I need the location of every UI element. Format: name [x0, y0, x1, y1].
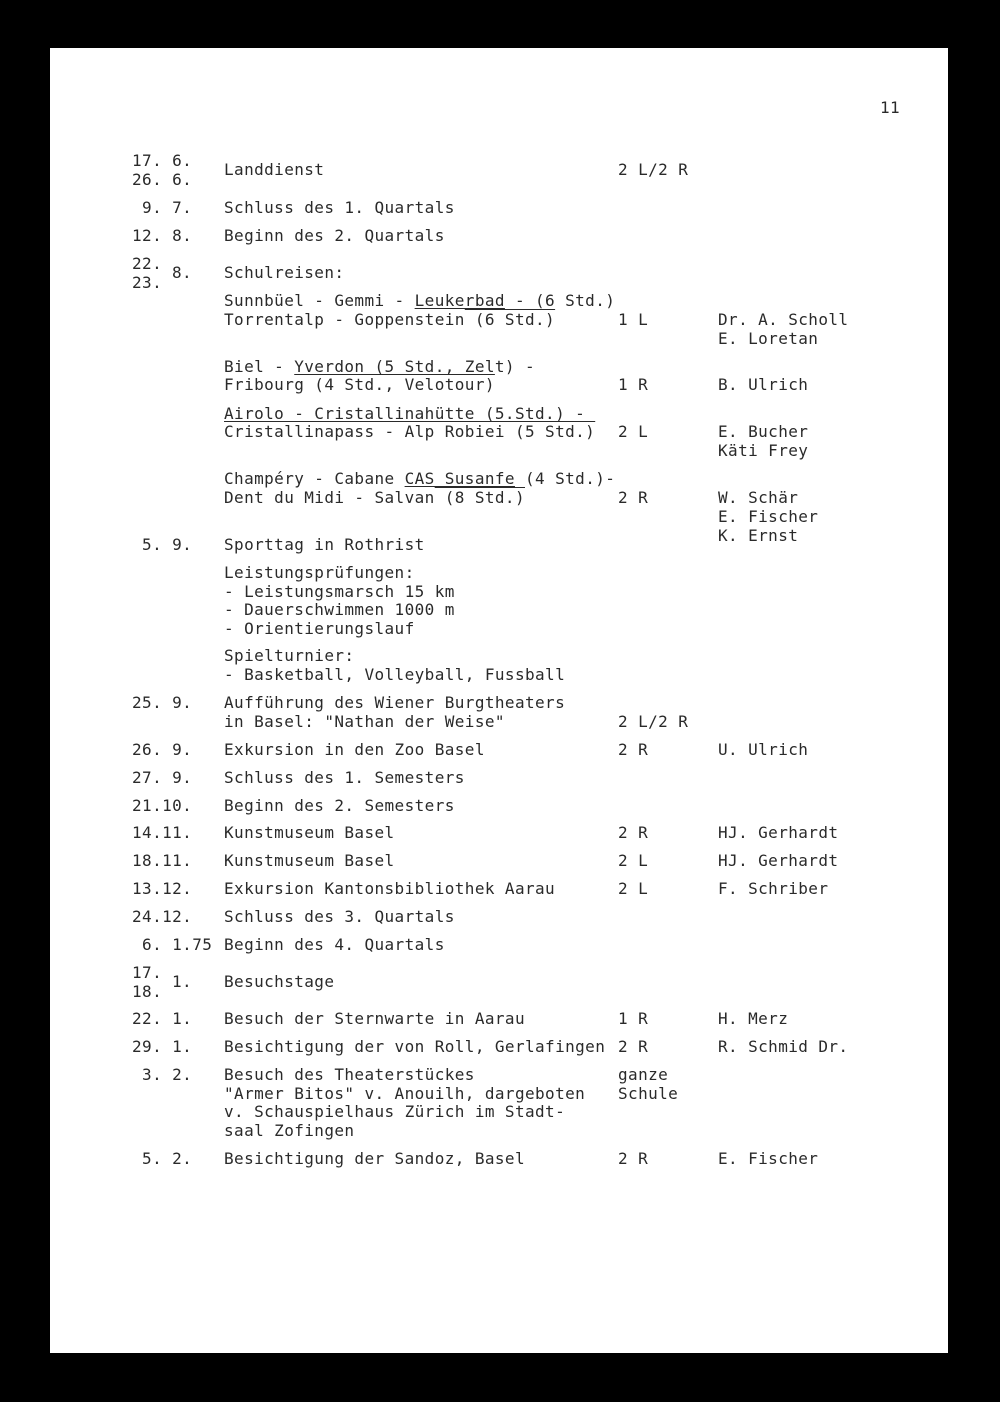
entry-date: 5. 9.	[132, 535, 193, 554]
entry-date: 17.	[132, 963, 163, 982]
trip-route-line: Sunnbüel - Gemmi - Leukerbad - (6 Std.)	[224, 291, 616, 310]
entry-date: 24.12.	[132, 907, 193, 926]
entry-date: 25. 9.	[132, 693, 193, 712]
entry-date: 27. 9.	[132, 768, 193, 787]
entry-text: saal Zofingen	[224, 1121, 355, 1140]
entry-text: Beginn des 2. Quartals	[224, 226, 445, 245]
entry-text: Besichtigung der von Roll, Gerlafingen	[224, 1037, 606, 1056]
entry-class: 2 R	[618, 488, 649, 507]
entry-date: 26. 9.	[132, 740, 193, 759]
entry-text: Besichtigung der Sandoz, Basel	[224, 1149, 525, 1168]
entry-leader: K. Ernst	[718, 526, 799, 545]
entry-text: Schluss des 3. Quartals	[224, 907, 455, 926]
list-item: - Orientierungslauf	[224, 619, 415, 638]
entry-leader: Käti Frey	[718, 441, 809, 460]
entry-leader: E. Fischer	[718, 507, 819, 526]
entry-date-month: 8.	[172, 263, 193, 282]
entry-subheading: Spielturnier:	[224, 646, 355, 665]
entry-text: Beginn des 2. Semesters	[224, 796, 455, 815]
entry-text: Kunstmuseum Basel	[224, 851, 395, 870]
entry-date: 13.12.	[132, 879, 193, 898]
trip-destination: Cristallinahütte	[314, 404, 475, 423]
document-page	[50, 48, 948, 1353]
entry-text: Landdienst	[224, 160, 325, 179]
entry-leader: E. Loretan	[718, 329, 819, 348]
entry-text: v. Schauspielhaus Zürich im Stadt-	[224, 1102, 566, 1121]
entry-text: Schluss des 1. Quartals	[224, 198, 455, 217]
entry-class: 2 R	[618, 823, 649, 842]
entry-class: Schule	[618, 1084, 679, 1103]
entry-class: 1 L	[618, 310, 649, 329]
entry-date-month: 1.	[172, 972, 193, 991]
entry-date: 21.10.	[132, 796, 193, 815]
entry-class: 2 R	[618, 1149, 649, 1168]
entry-leader: F. Schriber	[718, 879, 829, 898]
trip-destination: Yverdon	[294, 357, 365, 376]
entry-leader: W. Schär	[718, 488, 799, 507]
entry-class: 2 L/2 R	[618, 712, 689, 731]
entry-class: 2 L	[618, 422, 649, 441]
entry-leader: HJ. Gerhardt	[718, 851, 839, 870]
trip-route-line: Biel - Yverdon (5 Std., Zelt) -	[224, 357, 536, 376]
entry-class: 2 L	[618, 851, 649, 870]
entry-date: 22.	[132, 254, 163, 273]
trip-route-line: Fribourg (4 Std., Velotour)	[224, 375, 495, 394]
entry-date: 18.	[132, 982, 163, 1001]
entry-date: 6. 1.75	[132, 935, 213, 954]
entry-date: 26. 6.	[132, 170, 193, 189]
trip-destination: Leukerbad	[414, 291, 505, 310]
entry-text: Sporttag in Rothrist	[224, 535, 425, 554]
entry-text: Schluss des 1. Semesters	[224, 768, 465, 787]
entry-date: 14.11.	[132, 823, 193, 842]
entry-date: 22. 1.	[132, 1009, 193, 1028]
entry-class: 1 R	[618, 375, 649, 394]
entry-text: Exkursion in den Zoo Basel	[224, 740, 485, 759]
list-item: - Basketball, Volleyball, Fussball	[224, 665, 566, 684]
entry-leader: E. Fischer	[718, 1149, 819, 1168]
entry-leader: B. Ulrich	[718, 375, 809, 394]
list-item: - Dauerschwimmen 1000 m	[224, 600, 455, 619]
entry-text: Besuchstage	[224, 972, 335, 991]
entry-class: 1 R	[618, 1009, 649, 1028]
entry-class: ganze	[618, 1065, 669, 1084]
entry-subheading: Leistungsprüfungen:	[224, 563, 415, 582]
entry-leader: H. Merz	[718, 1009, 789, 1028]
trip-route-line: Torrentalp - Goppenstein (6 Std.)	[224, 310, 556, 329]
entry-text: Exkursion Kantonsbibliothek Aarau	[224, 879, 556, 898]
entry-date: 9. 7.	[132, 198, 193, 217]
entry-leader: U. Ulrich	[718, 740, 809, 759]
entry-leader: Dr. A. Scholl	[718, 310, 849, 329]
list-item: - Leistungsmarsch 15 km	[224, 582, 455, 601]
trip-route-line: Dent du Midi - Salvan (8 Std.)	[224, 488, 525, 507]
entry-leader: HJ. Gerhardt	[718, 823, 839, 842]
entry-date: 18.11.	[132, 851, 193, 870]
page-number: 11	[880, 98, 901, 117]
trip-route-line: Champéry - Cabane CAS Susanfe (4 Std.)-	[224, 469, 616, 488]
trip-route-line: Airolo - Cristallinahütte (5.Std.) -	[224, 404, 586, 423]
entry-text: Kunstmuseum Basel	[224, 823, 395, 842]
entry-text: "Armer Bitos" v. Anouilh, dargeboten	[224, 1084, 586, 1103]
entry-date: 23.	[132, 273, 163, 292]
entry-date: 12. 8.	[132, 226, 193, 245]
entry-date: 3. 2.	[132, 1065, 193, 1084]
entry-leader: R. Schmid Dr.	[718, 1037, 849, 1056]
entry-text: Besuch des Theaterstückes	[224, 1065, 475, 1084]
trip-destination: CAS Susanfe	[404, 469, 515, 488]
entry-date: 17. 6.	[132, 151, 193, 170]
entry-text: Besuch der Sternwarte in Aarau	[224, 1009, 525, 1028]
entry-class: 2 L	[618, 879, 649, 898]
entry-class: 2 R	[618, 740, 649, 759]
entry-text: Aufführung des Wiener Burgtheaters	[224, 693, 566, 712]
entry-class: 2 R	[618, 1037, 649, 1056]
entry-date: 29. 1.	[132, 1037, 193, 1056]
trip-route-line: Cristallinapass - Alp Robiei (5 Std.)	[224, 422, 596, 441]
entry-leader: E. Bucher	[718, 422, 809, 441]
entry-text: in Basel: "Nathan der Weise"	[224, 712, 505, 731]
entry-date: 5. 2.	[132, 1149, 193, 1168]
entry-heading: Schulreisen:	[224, 263, 345, 282]
entry-text: Beginn des 4. Quartals	[224, 935, 445, 954]
entry-class: 2 L/2 R	[618, 160, 689, 179]
